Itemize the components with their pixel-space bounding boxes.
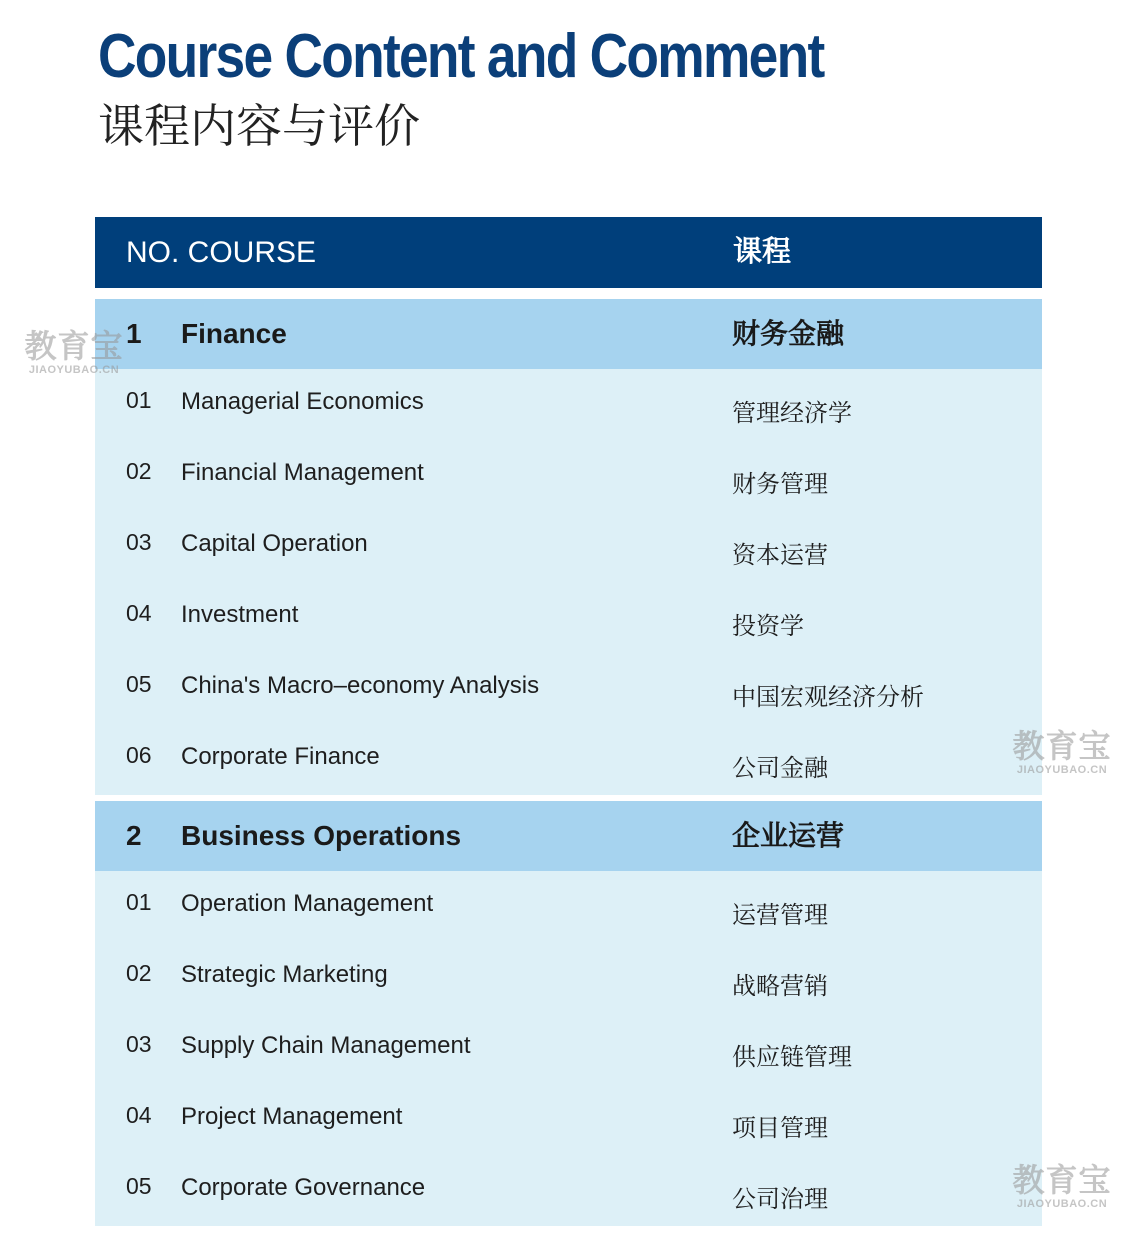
course-name-cn: 战略营销 — [732, 972, 828, 1000]
course-name: China's Macro–economy Analysis — [181, 672, 540, 699]
course-name: Strategic Marketing — [181, 961, 388, 988]
header-course-label-cn: 课程 — [733, 236, 792, 268]
course-name-cn: 中国宏观经济分析 — [732, 683, 924, 711]
course-row — [95, 1013, 1042, 1084]
course-number: 06 — [126, 742, 152, 768]
section-header — [95, 801, 1042, 871]
page-title-chinese: 课程内容与评价 — [98, 99, 420, 153]
course-name-cn: 资本运营 — [732, 541, 828, 569]
course-name-cn: 项目管理 — [732, 1114, 828, 1142]
course-name: Financial Management — [181, 459, 424, 486]
course-name-cn: 公司金融 — [732, 754, 828, 782]
section-title-cn: 财务金融 — [732, 318, 845, 349]
header-course-label: NO. COURSE — [126, 236, 317, 269]
watermark-text-en: JIAOYUBAO.CN — [1016, 1198, 1108, 1210]
watermark-text-cn: 教育宝 — [1012, 1161, 1112, 1199]
section-title: Finance — [181, 318, 287, 349]
course-name-cn: 运营管理 — [732, 901, 828, 929]
course-number: 03 — [126, 529, 152, 555]
course-row — [95, 871, 1042, 942]
course-number: 02 — [126, 960, 152, 986]
course-name: Capital Operation — [181, 530, 368, 557]
watermark-text-en: JIAOYUBAO.CN — [28, 364, 120, 376]
table-header — [95, 217, 1042, 288]
course-row — [95, 1155, 1042, 1226]
section-title-cn: 企业运营 — [732, 820, 845, 851]
course-name-cn: 公司治理 — [732, 1185, 828, 1213]
course-name-cn: 财务管理 — [732, 470, 828, 498]
course-row — [95, 724, 1042, 795]
course-name: Project Management — [181, 1103, 403, 1130]
course-name: Supply Chain Management — [181, 1032, 471, 1059]
course-name-cn: 管理经济学 — [732, 399, 852, 427]
course-row — [95, 440, 1042, 511]
page-title-english: Course Content and Comment — [98, 22, 824, 91]
course-name: Managerial Economics — [181, 388, 424, 415]
section-business-operations — [95, 801, 1042, 1226]
course-row — [95, 942, 1042, 1013]
watermark-text-cn: 教育宝 — [1012, 727, 1112, 765]
course-number: 04 — [126, 600, 152, 626]
section-number: 1 — [126, 318, 142, 349]
course-number: 05 — [126, 1173, 152, 1199]
watermark-text-en: JIAOYUBAO.CN — [1016, 764, 1108, 776]
course-row — [95, 653, 1042, 724]
course-name: Operation Management — [181, 890, 434, 917]
course-row — [95, 582, 1042, 653]
course-number: 03 — [126, 1031, 152, 1057]
course-name-cn: 投资学 — [732, 612, 804, 640]
section-number: 2 — [126, 820, 142, 851]
course-name: Corporate Governance — [181, 1174, 426, 1201]
course-number: 01 — [126, 889, 152, 915]
watermark-text-cn: 教育宝 — [24, 327, 124, 365]
course-number: 02 — [126, 458, 152, 484]
course-name: Corporate Finance — [181, 743, 380, 770]
course-number: 01 — [126, 387, 152, 413]
section-title: Business Operations — [181, 820, 462, 851]
section-header — [95, 299, 1042, 369]
course-number: 04 — [126, 1102, 152, 1128]
section-finance — [95, 299, 1042, 795]
course-row — [95, 511, 1042, 582]
course-row — [95, 1084, 1042, 1155]
course-name: Investment — [181, 601, 299, 628]
course-number: 05 — [126, 671, 152, 697]
course-row — [95, 369, 1042, 440]
course-name-cn: 供应链管理 — [732, 1043, 852, 1071]
